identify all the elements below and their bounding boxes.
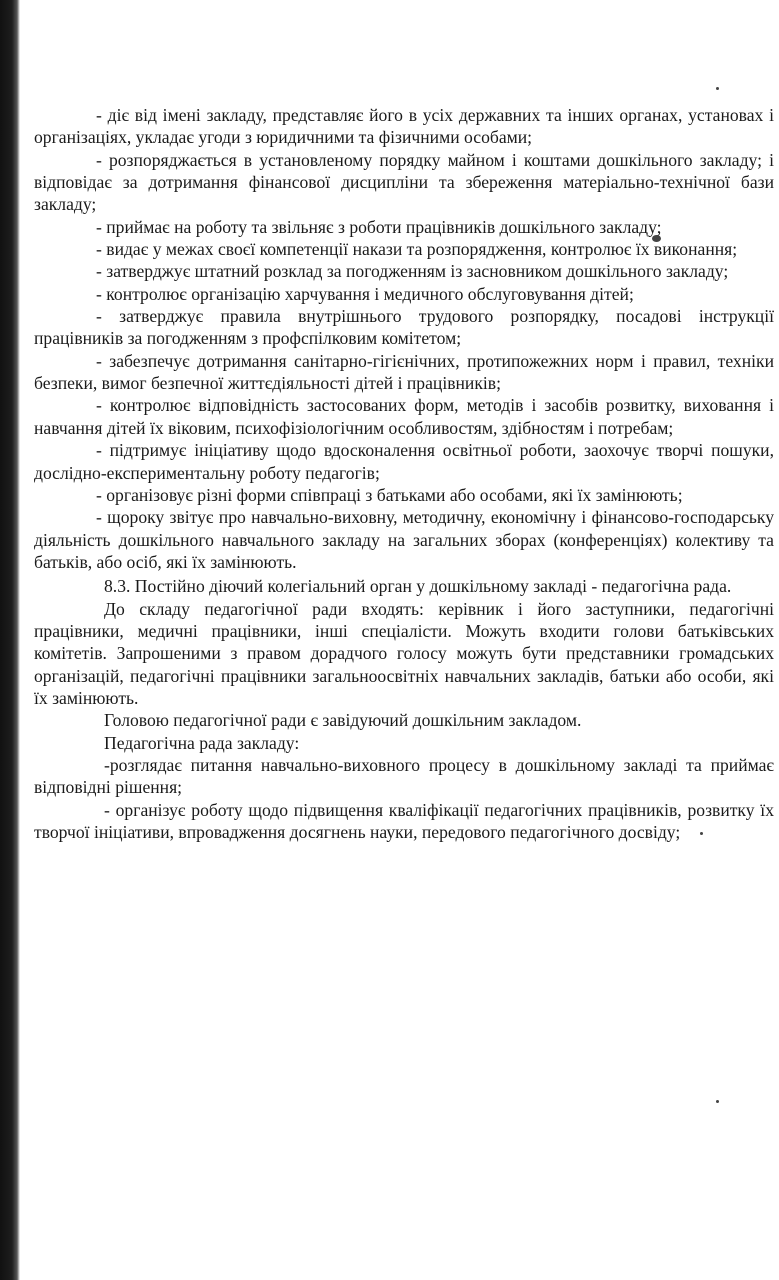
paragraph-controls-methods: - контролює відповідність застосованих форм, методів і засобів розвитку, виховання і навчання дітей їх віковим, психофізіологічним особливостям, здібностям і потребам; [34,395,774,438]
paragraph-ensures-safety: - забезпечує дотримання санітарно-гігієнічних, протипожежних норм і правил, техніки безпеки, вимог безпечної життєдіяльності дітей і працівників; [34,350,774,394]
paragraph-manages-property: - розпоряджається в установленому порядку майном і коштами дошкільного закладу; і відповідає за дотримання фінансової дисципліни та збереження матеріально-технічної бази закладу; [34,149,774,215]
scan-speck [716,1100,719,1103]
document-page [34,104,774,843]
paragraph-approves-rules: - затверджує правила внутрішнього трудового розпорядку, посадові інструкції працівників за погодженням з профспілковим комітетом; [34,306,774,349]
paragraph-controls-nutrition: - контролює організацію харчування і медичного обслуговування дітей; [96,283,634,304]
paragraph-supports-initiative: - підтримує ініціативу щодо вдосконалення освітньої роботи, заохочує творчі пошуки, дослідно-експериментальну роботу педагогів; [34,440,774,483]
paragraph-parent-cooperation: - організовує різні форми співпраці з батьками або особами, які їх замінюють; [96,484,683,505]
paragraph-council-head: Головою педагогічної ради є завідуючий дошкільним закладом. [104,710,582,731]
paragraph-council-composition: До складу педагогічної ради входять: керівник і його заступники, педагогічні працівники, медичні працівники, інші спеціалісти. Можуть входити голови батьківських комітетів. Запрошеними з правом дорадчого голосу можуть бути представники громадських організацій, педагогічні працівники загальноосвітніх навчальних закладів, батьки або особи, які їх замінюють. [34,598,774,708]
scan-speck [716,87,719,90]
paragraph-annual-report: - щороку звітує про навчально-виховну, методичну, економічну і фінансово-господарську діяльність дошкільного навчального закладу на загальних зборах (конференціях) колективу та батьків, або осіб, які їх замінюють. [34,507,774,572]
section-8-3-heading: 8.3. Постійно діючий колегіальний орган у дошкільному закладі - педагогічна рада. [104,576,732,597]
paragraph-issues-orders: - видає у межах своєї компетенції накази та розпорядження, контролює їх виконання; [96,239,738,260]
paragraph-council-intro: Педагогічна рада закладу: [104,732,300,753]
scan-dark-edge [0,0,20,1280]
paragraph-represents-institution: - діє від імені закладу, представляє його в усіх державних та інших органах, установах і організаціях, укладає угоди з юридичними та фізичними особами; [34,105,774,148]
paragraph-reviews-process: -розглядає питання навчально-виховного процесу в дошкільному закладі та приймає відповідні рішення; [34,754,774,798]
paragraph-qualification: - організує роботу щодо підвищення кваліфікації педагогічних працівників, розвитку їх творчої ініціативи, впровадження досягнень науки, передового педагогічного досвіду; [34,799,774,842]
paragraph-approves-staffing: - затверджує штатний розклад за погодженням із засновником дошкільного закладу; [96,261,729,282]
paragraph-hires-staff: - приймає на роботу та звільняє з роботи працівників дошкільного закладу; [96,216,662,237]
